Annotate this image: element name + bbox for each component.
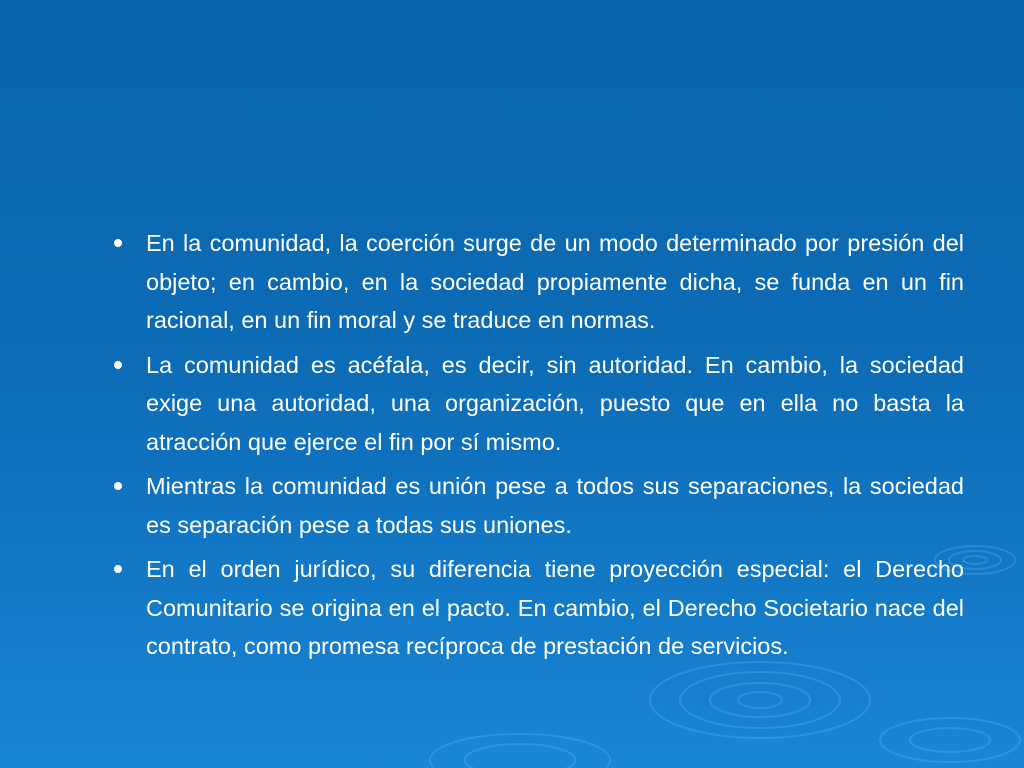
bullet-list	[110, 224, 964, 672]
bullet-item	[110, 550, 964, 666]
bullet-text: La comunidad es acéfala, es decir, sin autoridad. En cambio, la sociedad exige una autoridad, una organización, puesto que en ella no basta la atracción que ejerce el fin por sí mismo.	[146, 351, 964, 455]
bullet-icon	[114, 565, 122, 573]
bullet-item	[110, 346, 964, 462]
bullet-text: Mientras la comunidad es unión pese a todos sus separaciones, la sociedad es separación pese a todas sus uniones.	[146, 473, 964, 538]
bullet-item	[110, 467, 964, 544]
bullet-icon	[114, 482, 122, 490]
bullet-icon	[114, 361, 122, 369]
bullet-text: En la comunidad, la coerción surge de un modo determinado por presión del objeto; en cambio, en la sociedad propiamente dicha, se funda en un fin racional, en un fin moral y se traduce en normas.	[146, 230, 964, 333]
bullet-icon	[114, 239, 122, 247]
bullet-text: En el orden jurídico, su diferencia tiene proyección especial: el Derecho Comunitario se origina en el pacto. En cambio, el Derecho Societario nace del contrato, como promesa recíproca de prestación de servicios.	[146, 556, 964, 659]
bullet-item	[110, 224, 964, 340]
